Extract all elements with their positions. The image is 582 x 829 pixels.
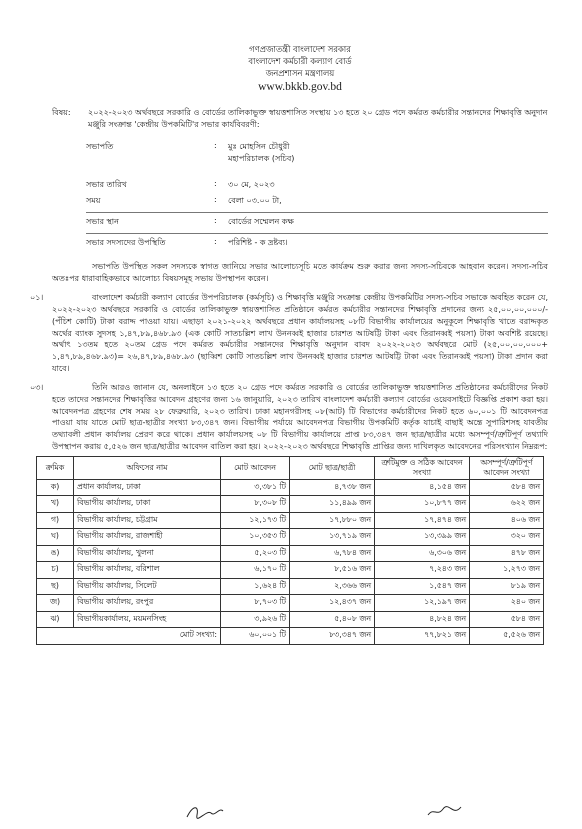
table-cell: ঘ) <box>37 529 74 546</box>
signature-2 <box>425 803 465 821</box>
venue-value: বোর্ডের সম্মেলন কক্ষ <box>228 217 294 226</box>
table-cell: ৪৭৮ জন <box>470 545 544 562</box>
paragraph-03: ০৩। তিনি আরও জানান যে, অনলাইনে ১৩ হতে ২০ গ্রেড পদে কর্মরত সরকারি ও বোর্ডের তালিকাভুক্ত স্বায়ত্তশাসিত প্রতিষ্ঠানের কর্মচারীদের নিকট হতে তাদের সন্তানদের শিক্ষাবৃত্তির আবেদন গ্রহণের জন্য ১৬ জানুয়ারি, ২০২৩ তারিখ বাংলাদেশ কর্মচারী কল্যাণ বোর্ডের ওয়েবসাইটে বিজ্ঞপ্তি প্রকাশ করা হয়। আবেদনপত্র গ্রহণের শেষ সময় ২৮ ফেব্রুয়ারি, ২০২৩ তারিখ। ঢাকা মহানগরীসহ ০৮(আট) টি বিভাগের কর্মচারীদের নিকট হতে ৬০,০০১ টি আবেদনপত্র পাওয়া যায় যাতে মোট ছাত্র-ছাত্রীর সংখ্যা ৮৩,৩৪৭ জন। বিভাগীয় পর্যায়ে আবেদনপত্র বিভাগীয় উপকমিটি কর্তৃক যাচাই বাছাই অন্তে সুপারিশসহ যাবতীয় তথ্যাবলী প্রধান কার্যালয় প্রেরণ করে থাকে। প্রধান কার্যালয়সহ ০৮ টি বিভাগীয় কার্যালয়ে প্রাপ্ত ৮৩,৩৪৭ জন ছাত্র/ছাত্রীর মধ্যে অসম্পূর্ণ/ত্রুটিপূর্ণ তথ্যাদি উপস্থাপন করায় ৫,৫২৬ জন ছাত্র/ছাত্রীর আবেদন বাতিল করা হয়। ২০২২-২০২৩ অর্থবছরে শিক্ষাবৃত্তি প্রাপ্তির জন্য দাখিলকৃত আবেদনের পরিসংখ্যান নিম্নরূপ: <box>30 383 548 451</box>
table-cell: ৬,৭৮৪ জন <box>290 545 375 562</box>
present-row: সভার সদস্যদের উপস্থিতি : পরিশিষ্ট - ক দ্রষ্টব্য। <box>86 237 548 253</box>
signature-1 <box>185 803 225 821</box>
table-cell: ১০,৮৭৭ জন <box>375 496 470 513</box>
table-cell: ২,৩৬৬ জন <box>290 578 375 595</box>
table-row <box>37 595 544 612</box>
table-row <box>37 479 544 496</box>
subject-block <box>52 107 548 131</box>
col-serial: ক্রমিক <box>37 456 74 479</box>
total-cell: ৭৭,৮২১ জন <box>375 628 470 645</box>
subject-text: ২০২২-২০২৩ অর্থবছরে সরকারি ও বোর্ডের তালিকাভুক্ত স্বায়ত্তশাসিত সংস্থায় ১৩ হতে ২০ গ্রেড পদে কর্মরত কর্মচারীর সন্তানদের শিক্ষাবৃত্তি অনুদান মঞ্জুরি সংক্রান্ত 'কেন্দ্রীয় উপকমিটি'র সভার কার্যবিবরণী: <box>88 108 548 129</box>
table-cell: ৩২০ জন <box>470 529 544 546</box>
govt-name: গণপ্রজাতন্ত্রী বাংলাদেশ সরকার <box>249 44 351 54</box>
document-page <box>0 43 582 829</box>
table-cell: ৬,৩০৬ জন <box>375 545 470 562</box>
chair-row: সভাপতি : মুঃ মোহসিন চৌধুরী মহাপরিচালক (সচিব) <box>86 141 548 179</box>
table-cell: ৫,৪০৮ জন <box>290 611 375 628</box>
table-cell: ৮,৭০৩ টি <box>221 595 290 612</box>
venue-label: সভার স্থান <box>86 217 119 226</box>
total-cell: ৫,৫২৬ জন <box>470 628 544 645</box>
table-cell: ৬,১৭০ টি <box>221 562 290 579</box>
table-row <box>37 529 544 546</box>
table-cell: ১,৬২৪ টি <box>221 578 290 595</box>
table-cell: ৮,৩০৮ টি <box>221 496 290 513</box>
meeting-info <box>86 141 548 253</box>
chair-title: মহাপরিচালক (সচিব) <box>228 154 295 163</box>
table-cell: ১৩,৭১৯ জন <box>290 529 375 546</box>
date-value: ৩০ মে, ২০২৩ <box>228 180 275 189</box>
table-cell: ৫৮৪ জন <box>470 611 544 628</box>
table-cell: বিভাগীয়কার্যালয়, ময়মনসিংহ <box>74 611 221 628</box>
time-label: সময় <box>86 196 101 205</box>
date-label: সভার তারিখ <box>86 180 127 189</box>
time-row: সময় : বেলা ০৩.০০ টা, <box>86 195 548 213</box>
date-row: সভার তারিখ : ৩০ মে, ২০২৩ <box>86 179 548 195</box>
table-cell: ১২,৪৩৭ জন <box>290 595 375 612</box>
table-cell: ১,২৭৩ জন <box>470 562 544 579</box>
table-cell: ১০,৩৫৩ টি <box>221 529 290 546</box>
letterhead <box>52 43 548 93</box>
chair-name: মুঃ মোহসিন চৌধুরী <box>228 142 290 151</box>
table-cell: প্রধান কার্যালয়, ঢাকা <box>74 479 221 496</box>
subject-label: বিষয়: <box>52 108 71 117</box>
board-name: বাংলাদেশ কর্মচারী কল্যাণ বোর্ড <box>248 56 352 66</box>
total-cell: ৮৩,৩৪৭ জন <box>290 628 375 645</box>
table-cell: বিভাগীয় কার্যালয়, বরিশাল <box>74 562 221 579</box>
table-cell: ১,৫৪৭ জন <box>375 578 470 595</box>
table-cell: ২৪০ জন <box>470 595 544 612</box>
table-cell: ৫,২০৩ টি <box>221 545 290 562</box>
table-row <box>37 578 544 595</box>
table-cell: ঝ) <box>37 611 74 628</box>
col-office: অফিসের নাম <box>74 456 221 479</box>
table-cell: ঙ) <box>37 545 74 562</box>
table-cell: বিভাগীয় কার্যালয়, ঢাকা <box>74 496 221 513</box>
table-cell: ৬২২ জন <box>470 496 544 513</box>
paragraph-01: ০১। বাংলাদেশ কর্মচারী কল্যাণ বোর্ডের উপপরিচালক (কর্মসূচি) ও শিক্ষাবৃত্তি মঞ্জুরি সংক্রান্ত কেন্দ্রীয় উপকমিটির সদস্য-সচিব সভাকে অবহিত করেন যে, ২০২২-২০২৩ অর্থবছরে সরকারি ও বোর্ডের তালিকাভুক্ত স্বায়ত্তশাসিত প্রতিষ্ঠানে কর্মরত কর্মচারীর সন্তানদের শিক্ষাবৃত্তি প্রদানের জন্য ২৫,০০,০০,০০০/- (পঁচিশ কোটি) টাকা বরাদ্দ পাওয়া যায়। এছাড়া ২০২১-২০২২ অর্থবছরে প্রধান কার্যালয়সহ ০৮টি বিভাগীয় কার্যালয়ের অনুকূলে শিক্ষাবৃত্তি খাতে বরাদ্দকৃত অর্থের ব্যাংক সুদসহ ১,৪৭,৮৯,৪৬৮.৯৩ (এক কোটি সাতচল্লিশ লাখ উননব্বই হাজার চারশত আটষট্টি টাকা এবং তিরানব্বই পয়সা) টাকা অবশিষ্ট রয়েছে। অর্থাৎ ১৩তম হতে ২০তম গ্রেড পদে কর্মরত কর্মচারীর সন্তানদের শিক্ষাবৃত্তি অনুদান বাবদ ২০২২-২০২৩ অর্থবছরে মোট (২৫,০০,০০,০০০+ ১,৪৭,৮৯,৪৬৮.৯৩)= ২৬,৪৭,৮৯,৪৬৮.৯৩ (ছাব্বিশ কোটি সাতচল্লিশ লাখ উননব্বই হাজার চারশত আটষট্টি টাকা এবং তিরানব্বই পয়সা) টাকা প্রদান করা যাবে। <box>30 293 548 373</box>
table-header-row <box>37 456 544 479</box>
table-cell: ৮,৫১৬ জন <box>290 562 375 579</box>
paragraph-number: ০৩। <box>30 383 44 393</box>
col-valid-applications: ত্রুটিমুক্ত ও সঠিক আবেদন সংখ্যা <box>375 456 470 479</box>
table-row <box>37 496 544 513</box>
table-cell: চ) <box>37 562 74 579</box>
table-cell: ৪,৮২৪ জন <box>375 611 470 628</box>
table-cell: বিভাগীয় কার্যালয়, রাজশাহী <box>74 529 221 546</box>
table-row <box>37 512 544 529</box>
table-cell: ১১,৪৯৯ জন <box>290 496 375 513</box>
table-cell: ১২,১৭৩ টি <box>221 512 290 529</box>
table-cell: ৪,৭৩৮ জন <box>290 479 375 496</box>
table-cell: ৫৮৪ জন <box>470 479 544 496</box>
table-cell: ১৩,৩৯৯ জন <box>375 529 470 546</box>
table-cell: ৪০৬ জন <box>470 512 544 529</box>
table-cell: বিভাগীয় কার্যালয়, খুলনা <box>74 545 221 562</box>
time-value: বেলা ০৩.০০ টা, <box>228 196 282 205</box>
table-cell: ক) <box>37 479 74 496</box>
table-total-row <box>37 628 544 645</box>
ministry-name: জনপ্রশাসন মন্ত্রণালয় <box>265 68 335 78</box>
table-cell: বিভাগীয় কার্যালয়, রংপুর <box>74 595 221 612</box>
table-row <box>37 545 544 562</box>
total-cell: ৬০,০০১ টি <box>221 628 290 645</box>
chair-label: সভাপতি <box>86 142 114 151</box>
table-cell: বিভাগীয় কার্যালয়, চট্টগ্রাম <box>74 512 221 529</box>
application-stats-table <box>36 456 544 645</box>
table-cell: ৩,৯২৬ টি <box>221 611 290 628</box>
paragraph-number: ০১। <box>30 293 44 303</box>
table-cell: ১২,১৯৭ জন <box>375 595 470 612</box>
table-cell: ছ) <box>37 578 74 595</box>
table-cell: ১৭,৪৭৪ জন <box>375 512 470 529</box>
website-url[interactable]: www.bkkb.gov.bd <box>258 81 342 93</box>
signature-mark-icon <box>185 803 225 821</box>
table-row <box>37 611 544 628</box>
col-total-students: মোট ছাত্র/ছাত্রী <box>290 456 375 479</box>
table-cell: ৩,৩৮১ টি <box>221 479 290 496</box>
intro-paragraph: সভাপতি উপস্থিত সকল সদস্যকে স্বাগত জানিয়ে সভার আলোচ্যসূচি মতে কার্যক্রম শুরু করার জন্য সদস্য-সচিবকে আহবান করেন। সদস্য-সচিব অতঃপর ধারাবাহিকভাবে আলোচ্য বিষয়সমূহ সভায় উপস্থাপন করেন। <box>52 262 548 283</box>
table-cell: খ) <box>37 496 74 513</box>
table-cell: ১৭,৮৮০ জন <box>290 512 375 529</box>
table-cell: গ) <box>37 512 74 529</box>
table-cell: ৪,১৫৪ জন <box>375 479 470 496</box>
col-total-applications: মোট আবেদন <box>221 456 290 479</box>
present-label: সভার সদস্যদের উপস্থিতি <box>86 238 166 247</box>
table-cell: বিভাগীয় কার্যালয়, সিলেট <box>74 578 221 595</box>
table-cell: ৮১৯ জন <box>470 578 544 595</box>
table-cell: জ) <box>37 595 74 612</box>
table-row <box>37 562 544 579</box>
col-invalid-applications: অসম্পূর্ণ/ত্রুটিপূর্ণ আবেদন সংখ্যা <box>470 456 544 479</box>
present-value: পরিশিষ্ট - ক দ্রষ্টব্য। <box>228 238 288 247</box>
signature-mark-icon <box>425 803 465 821</box>
total-label: মোট সংখ্যা: <box>37 628 221 645</box>
table-cell: ৭,২৪৩ জন <box>375 562 470 579</box>
venue-row: সভার স্থান : বোর্ডের সম্মেলন কক্ষ <box>86 216 548 234</box>
